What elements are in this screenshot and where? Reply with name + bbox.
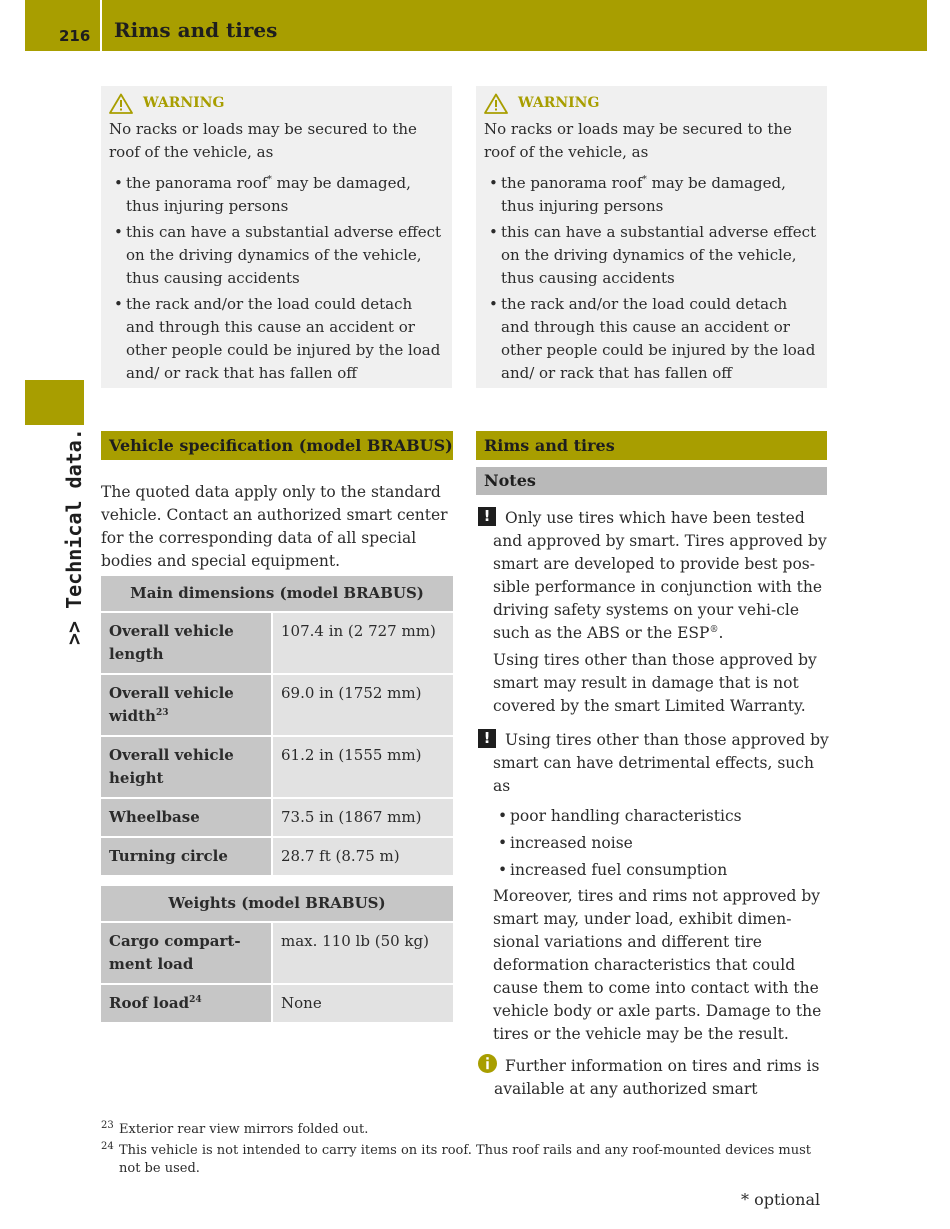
effects-list	[493, 805, 831, 886]
footnote-number: 24	[101, 1141, 114, 1152]
row-value: 107.4 in (2 727 mm)	[272, 612, 453, 674]
exclamation-icon: !	[478, 507, 496, 526]
footnote-text: Exterior rear view mirrors folded out.	[119, 1122, 369, 1137]
table-header: Main dimensions (model BRABUS)	[101, 576, 453, 612]
table-row	[101, 736, 453, 798]
subsection-title-notes: Notes	[476, 467, 827, 495]
row-value: 28.7 ft (8.75 m)	[272, 837, 453, 876]
page-header	[25, 0, 927, 51]
warning-item: • the rack and/or the load could detach and through this cause an accident or other people could be injured by the load and/ or rack that has fallen off	[109, 293, 444, 385]
warning-heading	[484, 92, 819, 114]
warning-triangle-icon	[109, 93, 133, 114]
footnotes	[101, 1121, 829, 1181]
table-header: Weights (model BRABUS)	[101, 886, 453, 922]
row-value: 73.5 in (1867 mm)	[272, 798, 453, 837]
note-warranty: Using tires other than those approved by smart may result in damage that is not covered by the smart Limited Warranty.	[493, 651, 817, 715]
section-title-vehicle-spec: Vehicle specification (model BRABUS)	[101, 431, 453, 460]
weights-table	[101, 886, 453, 1024]
warning-item: • this can have a substantial adverse effect on the driving dynamics of the vehicle, thus causing accidents	[109, 221, 444, 290]
note-detrimental-effects: Using tires other than those approved by smart can have detrimental effects, such as	[493, 731, 829, 795]
table-row	[101, 984, 453, 1023]
warning-item: • this can have a substantial adverse effect on the driving dynamics of the vehicle, thus causing accidents	[484, 221, 819, 290]
warning-intro: No racks or loads may be secured to the roof of the vehicle, as	[109, 120, 417, 161]
page-title: Rims and tires	[114, 18, 278, 42]
effect-item: • increased noise	[493, 832, 831, 855]
table-row	[101, 612, 453, 674]
exclamation-icon: !	[478, 729, 496, 748]
row-label: Wheelbase	[101, 798, 272, 837]
warning-item: • the panorama roof* may be damaged, thus injuring persons	[109, 172, 444, 218]
footnote	[101, 1121, 829, 1139]
vehicle-spec-intro: The quoted data apply only to the standard vehicle. Contact an authorized smart center for the corresponding data of all special bodies and special equipment.	[101, 483, 448, 570]
row-label: Overall vehicle length	[101, 612, 272, 674]
row-value: max. 110 lb (50 kg)	[272, 922, 453, 984]
row-label: Overall vehicle height	[101, 736, 272, 798]
warning-item: • the rack and/or the load could detach and through this cause an accident or other people could be injured by the load and/ or rack that has fallen off	[484, 293, 819, 385]
footnote	[101, 1142, 829, 1178]
warning-item: • the panorama roof* may be damaged, thus injuring persons	[484, 172, 819, 218]
note-dimensional-variations: Moreover, tires and rims not approved by smart may, under load, exhibit dimen-sional variations and different tire deformation characteristics that could cause them to come into contact with the vehicle body or axle parts. Damage to the tires or the vehicle may be the result.	[493, 887, 822, 1043]
warning-intro: No racks or loads may be secured to the roof of the vehicle, as	[484, 120, 792, 161]
warning-box-right	[476, 86, 827, 388]
side-tab-arrow: >>	[62, 620, 86, 645]
footnote-number: 23	[101, 1120, 114, 1131]
row-label: Overall vehicle width$^{23}$	[101, 674, 272, 736]
table-row	[101, 798, 453, 837]
row-value: 69.0 in (1752 mm)	[272, 674, 453, 736]
note-further-info: Further information on tires and rims is available at any authorized smart	[494, 1057, 820, 1098]
main-dimensions-table	[101, 576, 453, 877]
page-number: 216	[59, 27, 91, 45]
optional-note: * optional	[741, 1190, 821, 1209]
header-divider	[100, 0, 102, 51]
warning-triangle-icon	[484, 93, 508, 114]
section-title-rims-tires: Rims and tires	[476, 431, 827, 460]
table-row	[101, 922, 453, 984]
warning-label: WARNING	[143, 94, 225, 111]
side-tab-label	[63, 428, 86, 645]
row-label: Cargo compart-ment load	[101, 922, 272, 984]
warning-box-left	[101, 86, 452, 388]
side-tab-marker	[25, 380, 84, 425]
table-row	[101, 674, 453, 736]
warning-heading	[109, 92, 444, 114]
row-value: None	[272, 984, 453, 1023]
row-value: 61.2 in (1555 mm)	[272, 736, 453, 798]
footnote-text: This vehicle is not intended to carry items on its roof. Thus roof rails and any roof-mounted devices must not be used.	[119, 1143, 812, 1176]
table-row	[101, 837, 453, 876]
effect-item: • increased fuel consumption	[493, 859, 831, 882]
row-label: Turning circle	[101, 837, 272, 876]
effect-item: • poor handling characteristics	[493, 805, 831, 828]
warning-list	[484, 172, 819, 385]
note-tires-approved: Only use tires which have been tested and approved by smart. Tires approved by smart are developed to provide best pos-sible performance in conjunction with the driving safety systems on your vehi-cle such as the ABS or the ESP®.	[493, 509, 827, 642]
warning-label: WARNING	[518, 94, 600, 111]
row-label: Roof load$^{24}$	[101, 984, 272, 1023]
side-tab-text: Technical data.	[62, 428, 86, 609]
warning-list	[109, 172, 444, 385]
